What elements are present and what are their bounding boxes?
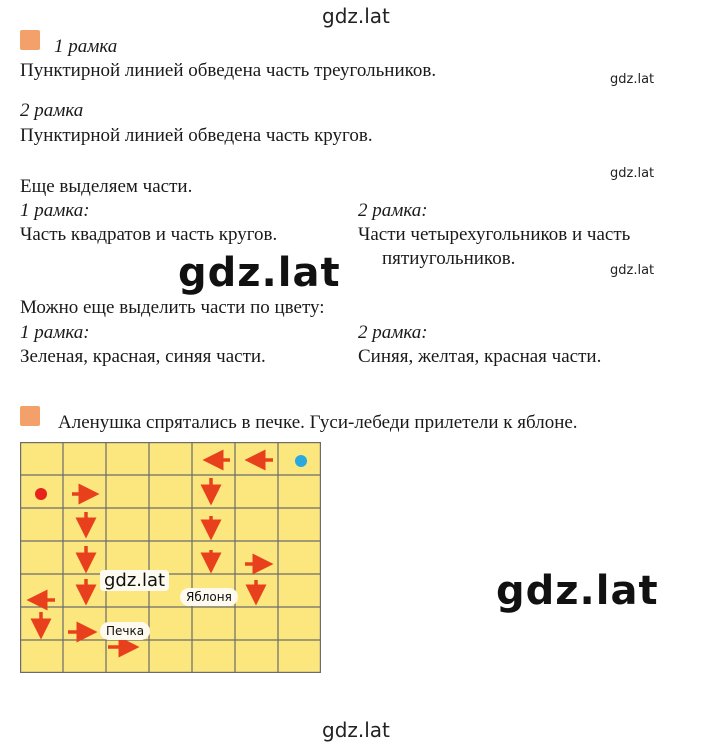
color-left-text: Зеленая, красная, синяя части. <box>20 346 266 367</box>
color-right-text: Синяя, желтая, красная части. <box>358 346 602 367</box>
watermark-small-3: gdz.lat <box>610 263 655 278</box>
watermark-small-1: gdz.lat <box>610 72 655 87</box>
highlight-intro: Еще выделяем части. <box>20 176 193 197</box>
left-frame-title: 1 рамка: <box>20 200 90 221</box>
blue-dot <box>295 455 307 467</box>
grid-lines <box>20 442 321 673</box>
watermark-bottom: gdz.lat <box>322 718 390 742</box>
watermark-big-center: gdz.lat <box>178 250 341 296</box>
label-stove: Печка <box>100 622 150 640</box>
frame1-text: Пунктирной линией обведена часть треугольников. <box>20 60 437 81</box>
grid-watermark: gdz.lat <box>100 570 169 591</box>
section2-marker <box>20 406 40 426</box>
frame1-title: 1 рамка <box>54 36 118 57</box>
frame2-title: 2 рамка <box>20 100 84 121</box>
watermark-small-2: gdz.lat <box>610 166 655 181</box>
label-apple: Яблоня <box>180 588 238 606</box>
section2-text: Аленушка спрятались в печке. Гуси-лебеди прилетели к яблоне. <box>58 412 578 433</box>
left-frame-text: Часть квадратов и часть кругов. <box>20 224 278 245</box>
watermark-top: gdz.lat <box>322 4 390 28</box>
right-frame-text-line1: Части четырехугольников и часть <box>358 224 631 245</box>
right-frame-text-line2: пятиугольников. <box>382 248 516 269</box>
maze-arrows <box>30 460 273 647</box>
color-left-title: 1 рамка: <box>20 322 90 343</box>
maze-grid-svg <box>20 442 321 673</box>
color-intro: Можно еще выделить части по цвету: <box>20 297 325 318</box>
color-right-title: 2 рамка: <box>358 322 428 343</box>
start-dot <box>35 488 47 500</box>
watermark-big-right: gdz.lat <box>496 568 659 614</box>
right-frame-title: 2 рамка: <box>358 200 428 221</box>
frame2-text: Пунктирной линией обведена часть кругов. <box>20 125 373 146</box>
section1-marker <box>20 30 40 50</box>
maze-grid <box>20 442 321 673</box>
